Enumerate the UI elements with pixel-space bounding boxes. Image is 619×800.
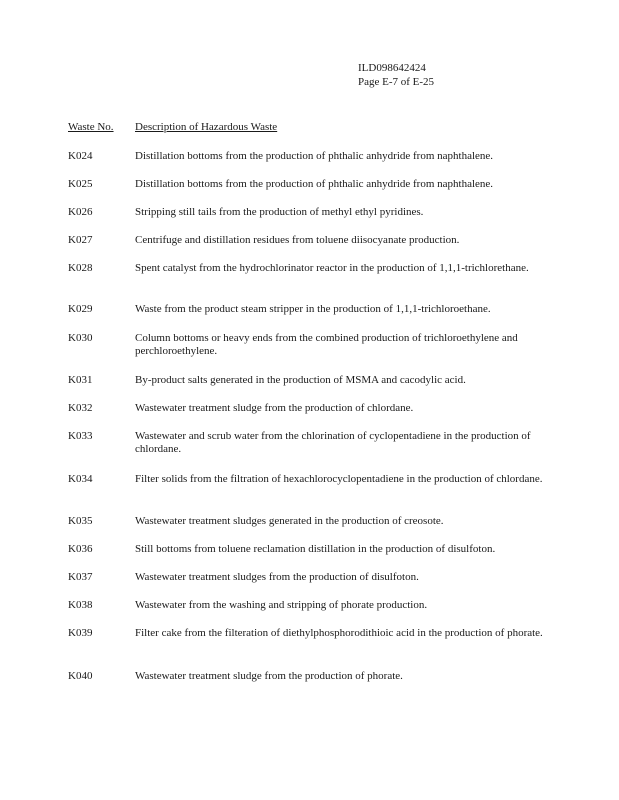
document-id: ILD098642424 (358, 62, 426, 74)
waste-description: By-product salts generated in the production of MSMA and cacodylic acid. (135, 374, 466, 386)
waste-code: K037 (68, 571, 93, 583)
waste-description: Wastewater treatment sludges from the production of disulfoton. (135, 571, 419, 583)
waste-code: K035 (68, 515, 93, 527)
waste-code: K026 (68, 206, 93, 218)
waste-code: K031 (68, 374, 93, 386)
waste-code: K025 (68, 178, 93, 190)
waste-description: Distillation bottoms from the production of phthalic anhydride from naphthalene. (135, 150, 494, 162)
waste-code: K027 (68, 234, 93, 246)
waste-code: K039 (68, 627, 93, 639)
waste-code: K029 (68, 303, 93, 315)
waste-code: K030 (68, 332, 93, 344)
waste-description: Wastewater treatment sludge from the production of phorate. (135, 670, 403, 682)
waste-description: Distillation bottoms from the production of phthalic anhydride from naphthalene. (135, 178, 494, 190)
waste-description: Wastewater treatment sludges generated in the production of creosote. (135, 515, 444, 527)
waste-code: K038 (68, 599, 93, 611)
column-header-waste-no: Waste No. (68, 121, 114, 133)
waste-code: K028 (68, 262, 93, 274)
waste-code: K033 (68, 430, 93, 442)
waste-description: Spent catalyst from the hydrochlorinator reactor in the production of 1,1,1-trichlorethane. (135, 262, 529, 274)
column-header-description: Description of Hazardous Waste (135, 121, 278, 133)
waste-code: K032 (68, 402, 93, 414)
waste-description: Centrifuge and distillation residues from toluene diisocyanate production. (135, 234, 460, 246)
waste-description: Waste from the product steam stripper in the production of 1,1,1-trichloroethane. (135, 303, 491, 315)
waste-description: Wastewater treatment sludge from the production of chlordane. (135, 402, 414, 414)
waste-description: Wastewater and scrub water from the chlorination of cyclopentadiene in the production of chlordane. (135, 430, 531, 455)
waste-code: K040 (68, 670, 93, 682)
page-number: Page E-7 of E-25 (358, 76, 435, 88)
waste-code: K034 (68, 473, 93, 485)
waste-description: Column bottoms or heavy ends from the combined production of trichloroethylene and perchloroethylene. (135, 332, 518, 357)
waste-description: Still bottoms from toluene reclamation distillation in the production of disulfoton. (135, 543, 496, 555)
waste-code: K036 (68, 543, 93, 555)
waste-description: Filter solids from the filtration of hexachlorocyclopentadiene in the production of chlordane. (135, 473, 543, 485)
waste-description: Stripping still tails from the production of methyl ethyl pyridines. (135, 206, 424, 218)
waste-description: Wastewater from the washing and stripping of phorate production. (135, 599, 428, 611)
waste-description: Filter cake from the filteration of diethylphosphorodithioic acid in the production of phorate. (135, 627, 543, 639)
waste-code: K024 (68, 150, 93, 162)
